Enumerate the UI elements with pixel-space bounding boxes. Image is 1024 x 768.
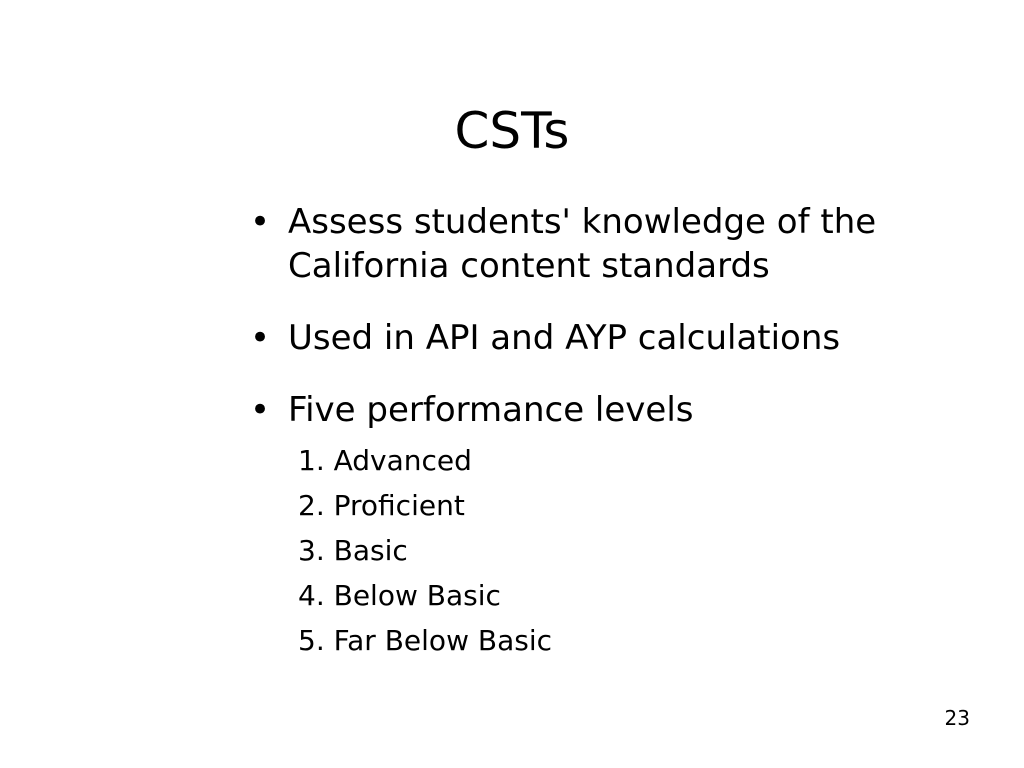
bullet-text: Assess students' knowledge of the California content standards bbox=[288, 202, 877, 286]
performance-level-item: 2. Proficient bbox=[298, 489, 465, 522]
performance-level-item: 3. Basic bbox=[298, 534, 408, 567]
bullet-text: Used in API and AYP calculations bbox=[288, 318, 841, 358]
performance-level-item: 1. Advanced bbox=[298, 444, 472, 477]
bullet-marker: • bbox=[250, 318, 271, 358]
bullet-text: Five performance levels bbox=[288, 390, 694, 430]
bullet-marker: • bbox=[250, 390, 271, 430]
performance-level-item: 4. Below Basic bbox=[298, 579, 501, 612]
bullet-item bbox=[250, 388, 950, 663]
bullet-item bbox=[250, 200, 950, 288]
performance-level-item: 5. Far Below Basic bbox=[298, 624, 552, 657]
bullet-item bbox=[250, 316, 950, 360]
bullet-marker: • bbox=[250, 202, 271, 242]
page-number: 23 bbox=[944, 706, 970, 730]
bullet-list bbox=[250, 200, 950, 663]
slide-title: CSTs bbox=[454, 101, 570, 160]
performance-levels-list bbox=[298, 438, 950, 663]
